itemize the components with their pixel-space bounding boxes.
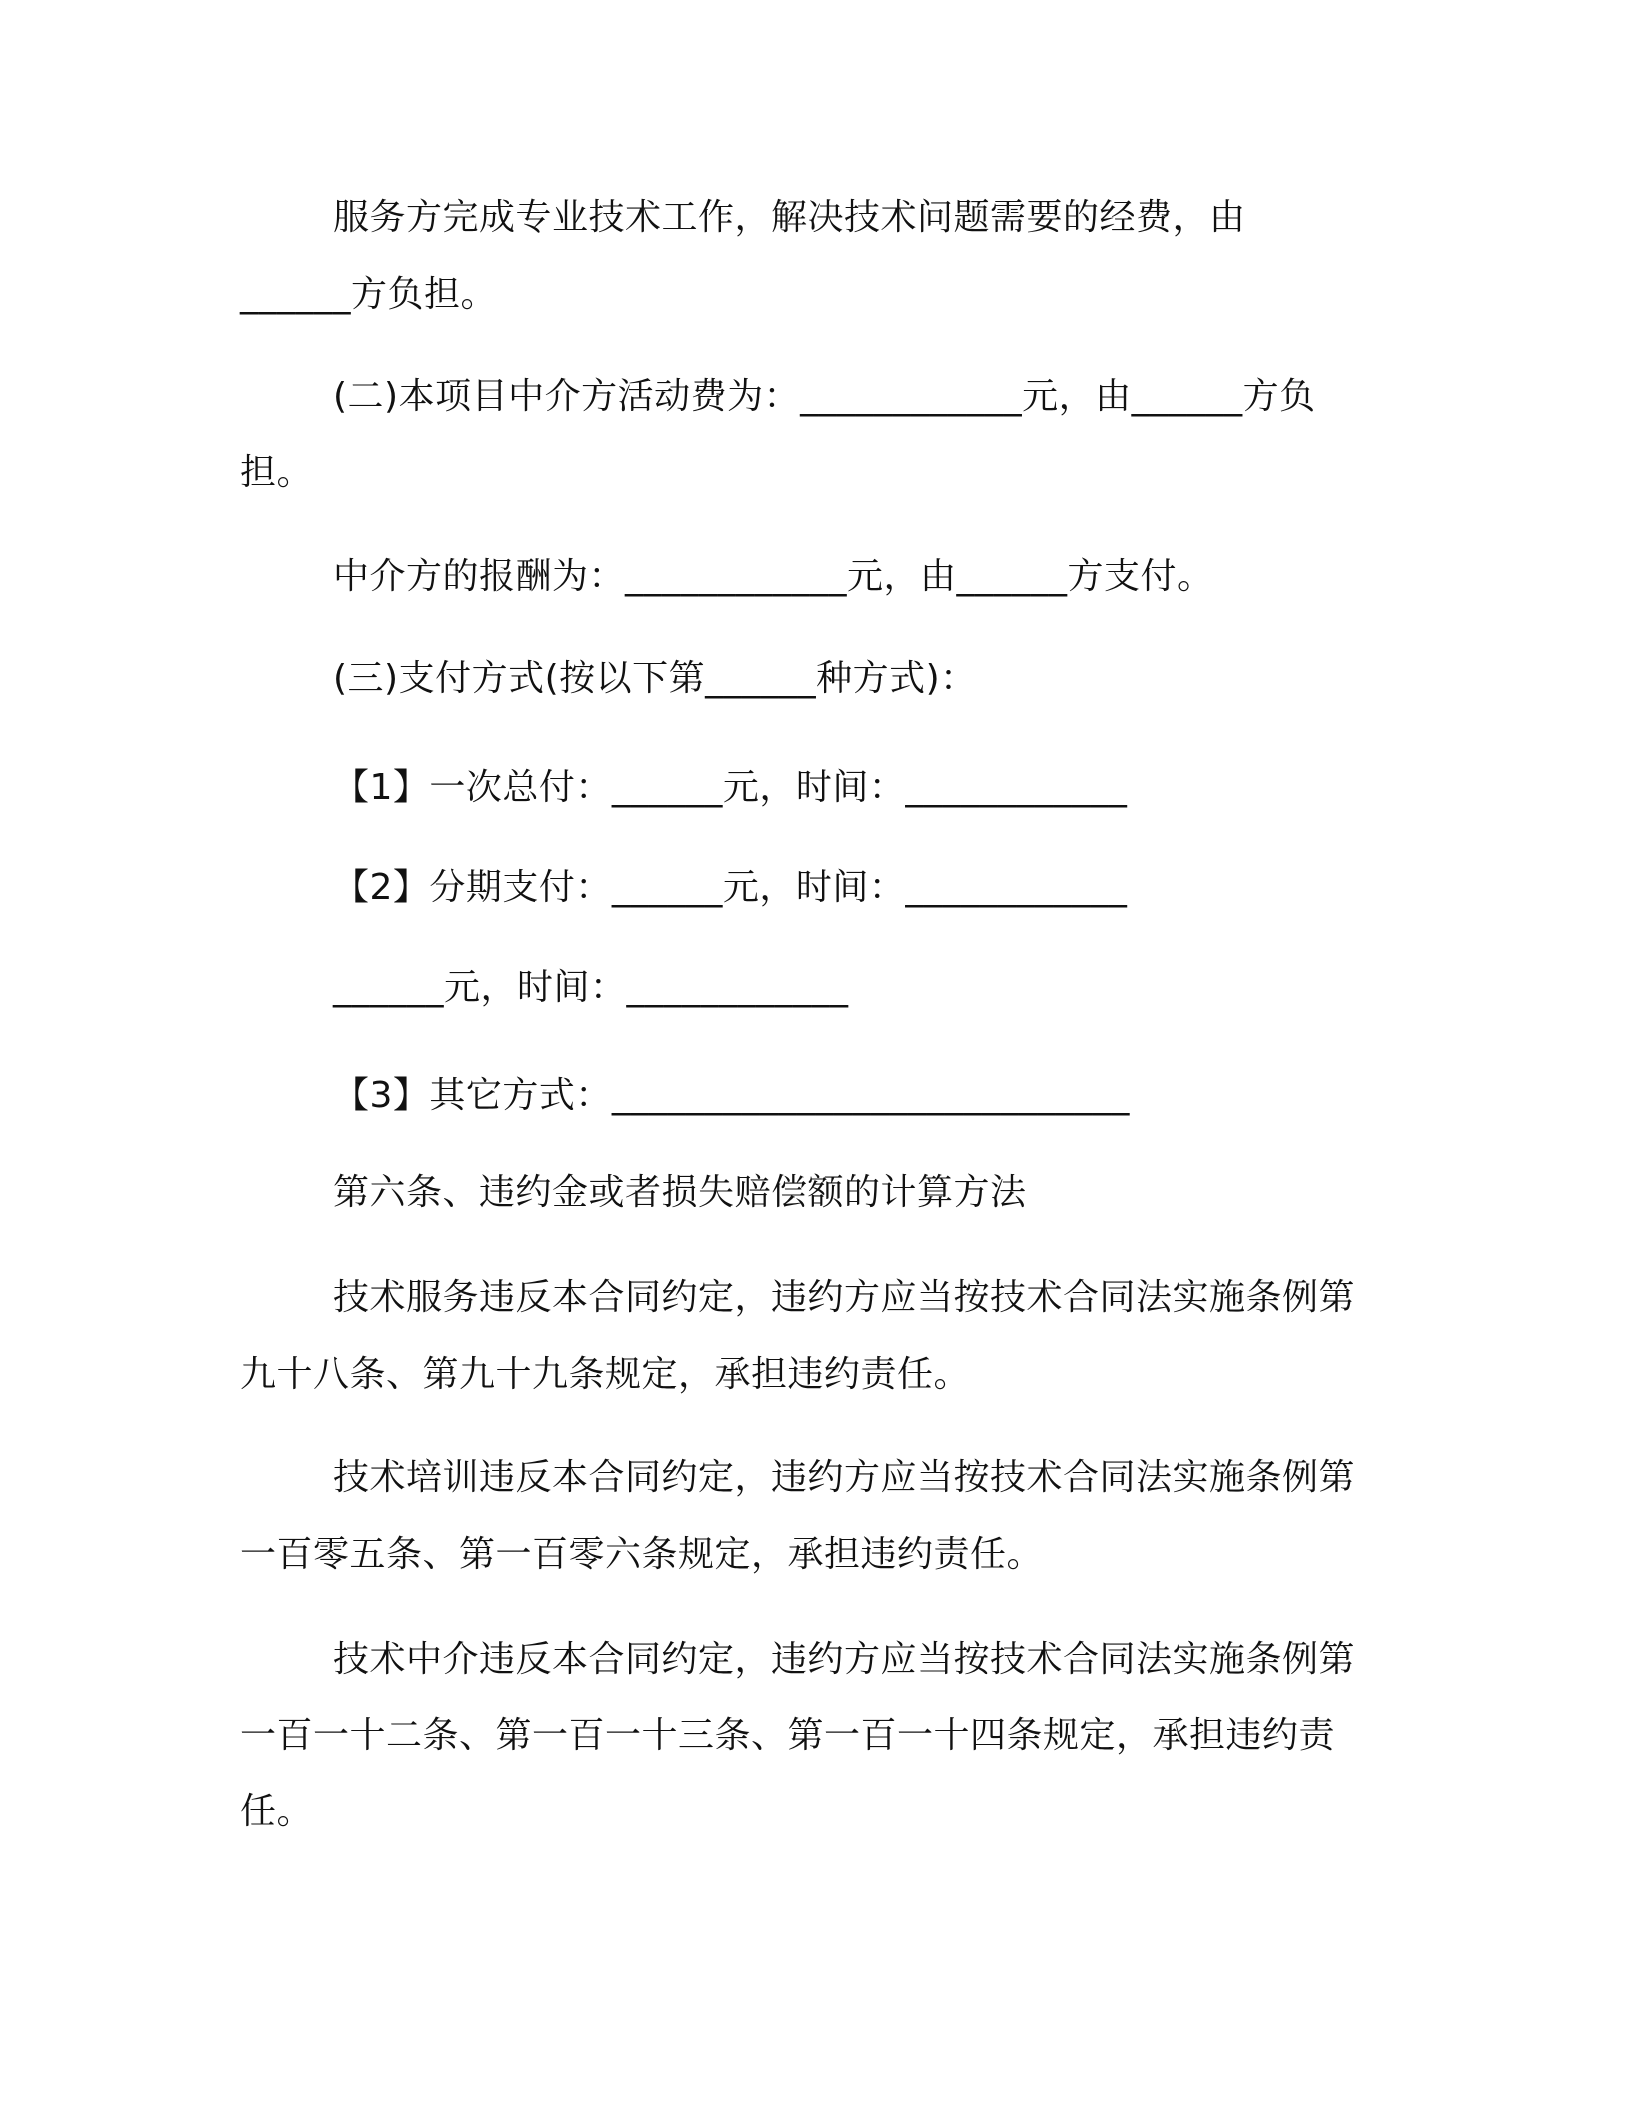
text-line: 技术中介违反本合同约定，违约方应当按技术合同法实施条例第 xyxy=(333,1639,1356,1680)
text-line: 服务方完成专业技术工作，解决技术问题需要的经费，由 xyxy=(333,197,1246,238)
text-line: 一百零五条、第一百零六条规定，承担违约责任。 xyxy=(240,1534,1044,1575)
text-line: ______方负担。 xyxy=(240,274,498,315)
text-line: (三)支付方式(按以下第______种方式)： xyxy=(333,658,977,699)
text-line: 技术服务违反本合同约定，违约方应当按技术合同法实施条例第 xyxy=(333,1277,1356,1318)
section-heading: 第六条、违约金或者损失赔偿额的计算方法 xyxy=(333,1172,1027,1213)
text-line: 一百一十二条、第一百一十三条、第一百一十四条规定，承担违约责 xyxy=(240,1715,1336,1756)
text-line: ______元，时间：____________ xyxy=(333,967,849,1008)
text-line: 任。 xyxy=(240,1791,314,1832)
text-line: (二)本项目中介方活动费为：____________元，由______方负 xyxy=(333,376,1316,417)
text-line: 担。 xyxy=(240,452,314,493)
text-line: 【2】分期支付：______元，时间：____________ xyxy=(333,867,1128,908)
text-line: 九十八条、第九十九条规定，承担违约责任。 xyxy=(240,1354,971,1395)
text-line: 【1】一次总付：______元，时间：____________ xyxy=(333,767,1128,808)
text-line: 技术培训违反本合同约定，违约方应当按技术合同法实施条例第 xyxy=(333,1457,1356,1498)
text-line: 中介方的报酬为：____________元，由______方支付。 xyxy=(333,556,1214,597)
text-line: 【3】其它方式：____________________________ xyxy=(333,1075,1130,1116)
